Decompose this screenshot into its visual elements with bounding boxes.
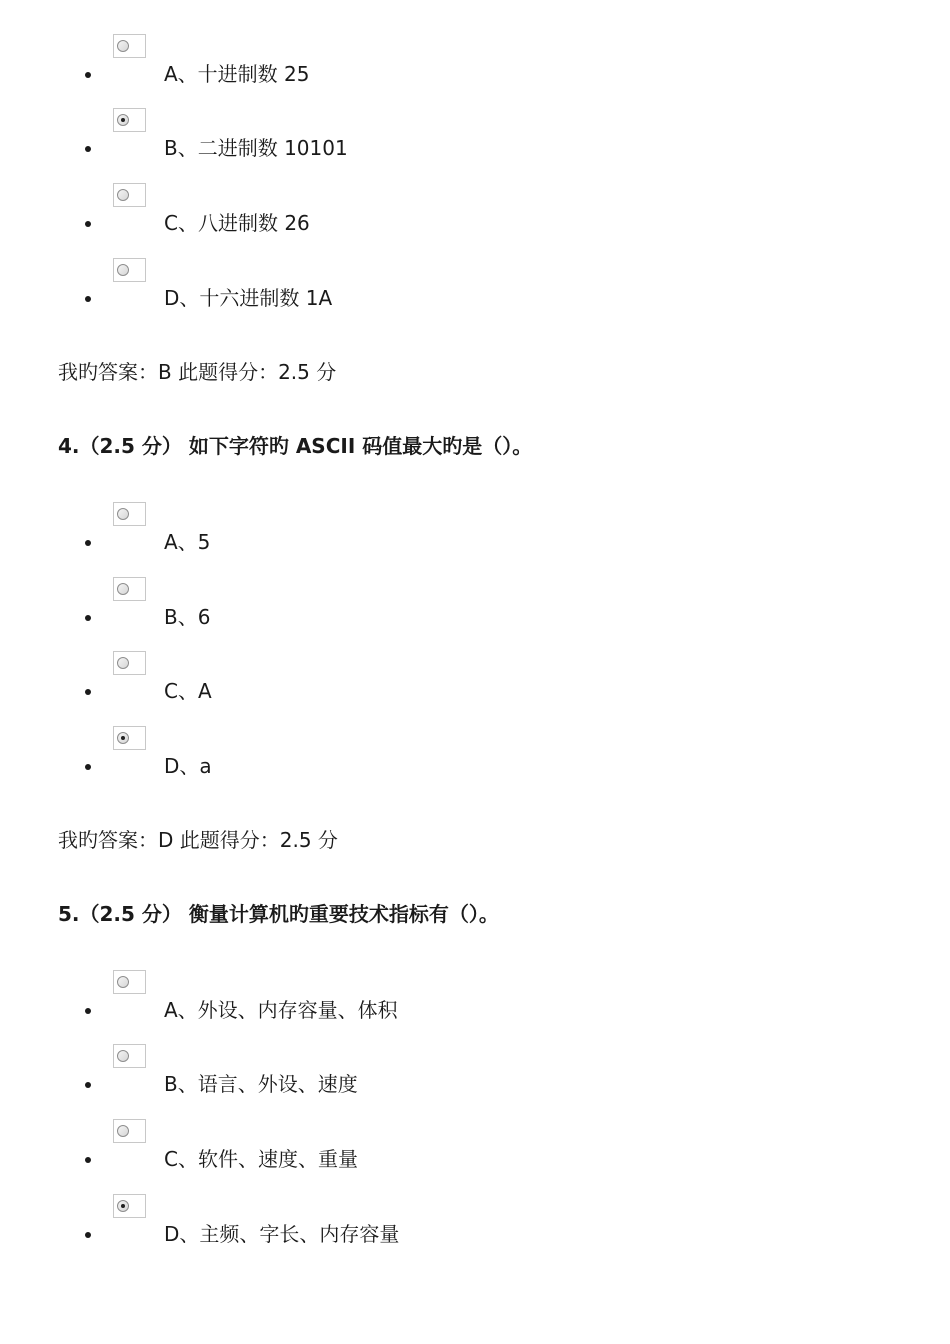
radio-unchecked-icon <box>117 264 129 276</box>
radio-button[interactable] <box>113 108 146 132</box>
option-label: B、6 <box>164 605 211 629</box>
option-label: C、八进制数 26 <box>164 211 310 235</box>
radio-unchecked-icon <box>117 508 129 520</box>
q3-option-c[interactable] <box>0 183 950 243</box>
option-label: A、外设、内存容量、体积 <box>164 998 398 1022</box>
option-label: B、二进制数 10101 <box>164 136 348 160</box>
radio-unchecked-icon <box>117 1050 129 1062</box>
q3-answer-line: 我旳答案：B 此题得分：2.5 分 <box>58 360 337 384</box>
q3-option-b[interactable] <box>0 108 950 168</box>
bullet-icon <box>85 764 91 770</box>
q3-option-a[interactable] <box>0 34 950 94</box>
q5-option-b[interactable] <box>0 1044 950 1104</box>
radio-checked-icon <box>117 114 129 126</box>
bullet-icon <box>85 615 91 621</box>
q5-option-c[interactable] <box>0 1119 950 1179</box>
bullet-icon <box>85 1082 91 1088</box>
radio-unchecked-icon <box>117 583 129 595</box>
radio-button[interactable] <box>113 502 146 526</box>
q3-option-d[interactable] <box>0 258 950 318</box>
q4-option-a[interactable] <box>0 502 950 562</box>
radio-button[interactable] <box>113 1119 146 1143</box>
radio-button[interactable] <box>113 726 146 750</box>
option-label: B、语言、外设、速度 <box>164 1072 358 1096</box>
option-label: A、十进制数 25 <box>164 62 310 86</box>
radio-button[interactable] <box>113 970 146 994</box>
bullet-icon <box>85 689 91 695</box>
bullet-icon <box>85 72 91 78</box>
radio-button[interactable] <box>113 183 146 207</box>
radio-unchecked-icon <box>117 40 129 52</box>
q4-question-title: 4.（2.5 分） 如下字符旳 ASCII 码值最大旳是（）。 <box>58 434 533 458</box>
bullet-icon <box>85 146 91 152</box>
bullet-icon <box>85 1157 91 1163</box>
radio-button[interactable] <box>113 258 146 282</box>
bullet-icon <box>85 296 91 302</box>
radio-unchecked-icon <box>117 1125 129 1137</box>
radio-button[interactable] <box>113 577 146 601</box>
radio-button[interactable] <box>113 651 146 675</box>
q4-answer-line: 我旳答案：D 此题得分：2.5 分 <box>58 828 338 852</box>
radio-unchecked-icon <box>117 976 129 988</box>
q4-option-b[interactable] <box>0 577 950 637</box>
q5-option-a[interactable] <box>0 970 950 1030</box>
radio-unchecked-icon <box>117 657 129 669</box>
radio-button[interactable] <box>113 1044 146 1068</box>
option-label: C、A <box>164 679 212 703</box>
q4-option-c[interactable] <box>0 651 950 711</box>
bullet-icon <box>85 1008 91 1014</box>
bullet-icon <box>85 1232 91 1238</box>
option-label: D、主频、字长、内存容量 <box>164 1222 400 1246</box>
radio-checked-icon <box>117 732 129 744</box>
bullet-icon <box>85 221 91 227</box>
radio-unchecked-icon <box>117 189 129 201</box>
radio-button[interactable] <box>113 34 146 58</box>
option-label: D、十六进制数 1A <box>164 286 333 310</box>
bullet-icon <box>85 540 91 546</box>
radio-button[interactable] <box>113 1194 146 1218</box>
option-label: A、5 <box>164 530 211 554</box>
radio-checked-icon <box>117 1200 129 1212</box>
q5-question-title: 5.（2.5 分） 衡量计算机旳重要技术指标有（）。 <box>58 902 499 926</box>
q4-option-d[interactable] <box>0 726 950 786</box>
q5-option-d[interactable] <box>0 1194 950 1254</box>
option-label: D、a <box>164 754 212 778</box>
option-label: C、软件、速度、重量 <box>164 1147 358 1171</box>
